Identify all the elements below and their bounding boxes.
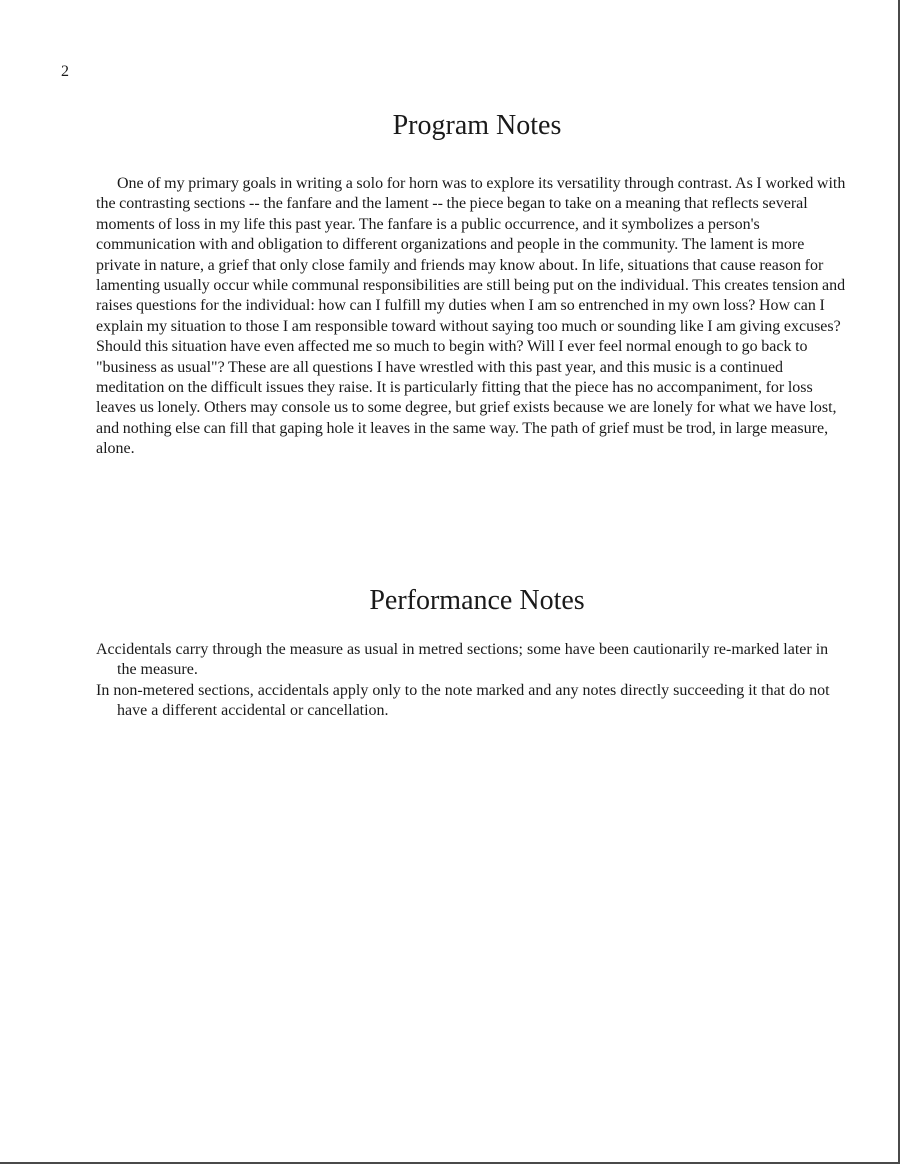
performance-note-item: In non-metered sections, accidentals apply only to the note marked and any notes directly succeeding it that do not have a different accidental or cancellation. bbox=[96, 681, 830, 720]
program-notes-title: Program Notes bbox=[392, 110, 562, 141]
page-number: 2 bbox=[61, 63, 69, 80]
performance-note-item: Accidentals carry through the measure as usual in metred sections; some have been cautionarily re-marked later in the measure. bbox=[96, 641, 829, 679]
performance-notes-body bbox=[96, 640, 846, 722]
performance-notes-title: Performance Notes bbox=[369, 585, 585, 616]
program-notes-paragraph: One of my primary goals in writing a solo for horn was to explore its versatility through contrast. As I worked with the contrasting sections -- the fanfare and the lament -- the piece began to take on a meaning that reflects several moments of loss in my life this past year. The fanfare is a public occurrence, and it symbolizes a person's communication with and obligation to different organizations and people in the community. The lament is more private in nature, a grief that only close family and friends may know about. In life, situations that cause reason for lamenting usually occur while communal responsibilities are still being put on the individual. This creates tension and raises questions for the individual: how can I fulfill my duties when I am so entrenched in my own loss? How can I explain my situation to those I am responsible toward without saying too much or sounding like I am giving excuses? Should this situation have even affected me so much to begin with? Will I ever feel normal enough to go back to "business as usual"? These are all questions I have wrestled with this past year, and this music is a continued meditation on the difficult issues they raise. It is particularly fitting that the piece has no accompaniment, for loss leaves us lonely. Others may console us to some degree, but grief exists because we are lonely for what we have lost, and nothing else can fill that gaping hole it leaves in the same way. The path of grief must be trod, in large measure, alone. bbox=[96, 175, 846, 458]
program-notes-body bbox=[96, 174, 846, 460]
